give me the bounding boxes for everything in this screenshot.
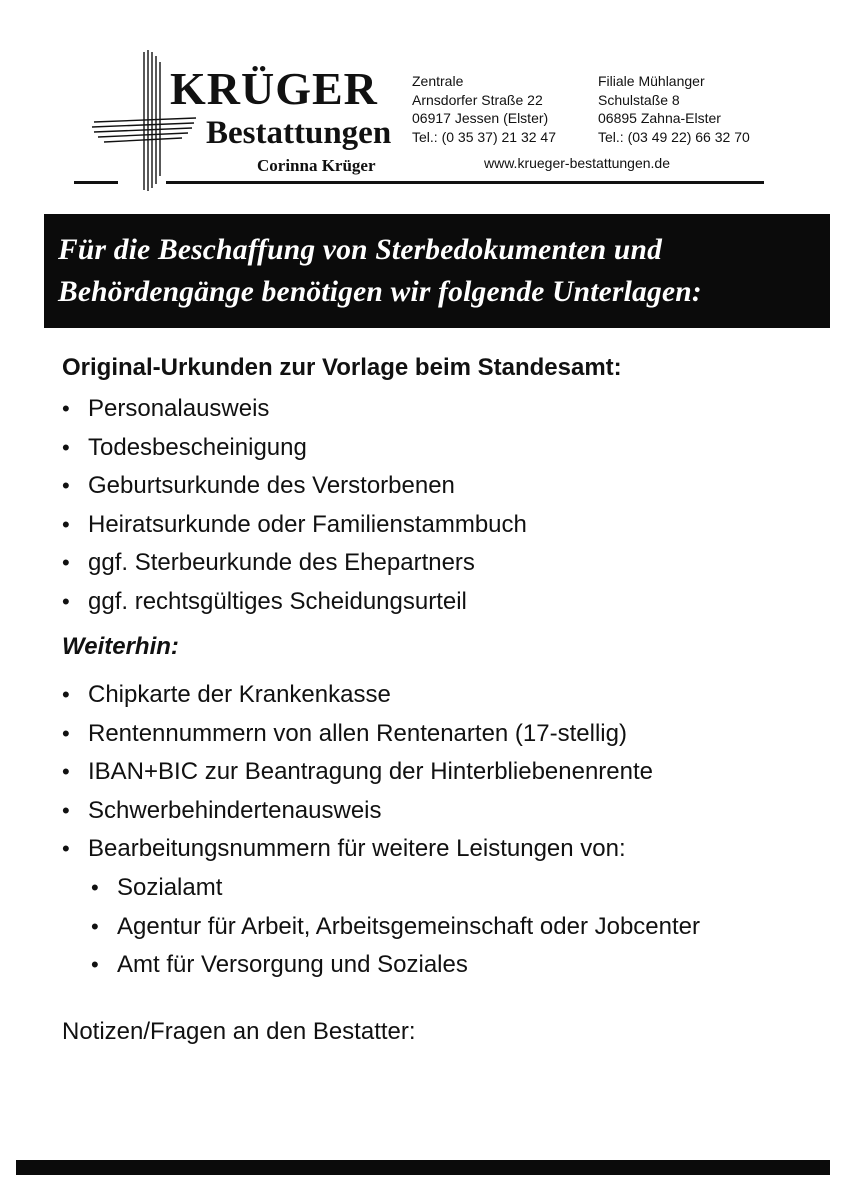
list-item-text: IBAN+BIC zur Beantragung der Hinterbliebenenrente [88,758,654,785]
banner-line: Behördengänge benötigen wir folgende Unterlagen: [58,276,702,308]
notes-label: Notizen/Fragen an den Bestatter: [62,1018,416,1045]
main-office-line: Arnsdorfer Straße 22 [412,91,543,108]
bullet-icon: • [62,434,70,460]
agencies-sublist [91,869,700,985]
banner-line: Für die Beschaffung von Sterbedokumenten und [58,234,663,266]
list-item-text: Agentur für Arbeit, Arbeitsgemeinschaft oder Jobcenter [117,912,700,940]
list-item-text: Schwerbehindertenausweis [88,796,382,824]
list-item [62,429,527,468]
brand-subtitle: Bestattungen [206,115,392,151]
list-item [62,792,653,831]
bullet-icon: • [62,836,70,861]
list-item [62,583,527,622]
main-office-address [412,72,556,146]
list-item [62,390,527,429]
list-item [62,753,654,792]
bullet-icon: • [62,588,70,614]
section-heading-further: Weiterhin: [62,633,179,660]
brand-name: KRÜGER [170,63,378,114]
list-item [62,467,527,506]
list-item [91,946,700,985]
main-office-line: Zentrale [412,73,464,89]
brand-owner: Corinna Krüger [257,156,376,175]
branch-office-line: Filiale Mühlanger [598,73,705,89]
list-item [62,676,653,715]
bullet-icon: • [91,913,99,939]
list-item-text: Chipkarte der Krankenkasse [88,681,391,708]
list-item-text: ggf. Sterbeurkunde des Ehepartners [88,549,475,576]
bullet-icon: • [62,759,70,784]
bullet-icon: • [62,473,70,498]
header-divider-left [74,181,118,184]
footer-bar [16,1160,830,1175]
bullet-icon: • [62,396,70,421]
list-item-text: Amt für Versorgung und Soziales [117,951,468,978]
list-item [62,830,653,869]
list-item-text: Sozialamt [117,874,223,901]
title-banner [44,214,830,328]
bullet-icon: • [91,952,99,977]
header-divider-right [166,181,764,184]
bullet-icon: • [91,875,99,900]
branch-office-line: Tel.: (03 49 22) 66 32 70 [598,128,750,145]
branch-office-address [598,72,750,146]
list-item [62,544,527,583]
list-item-text: ggf. rechtsgültiges Scheidungsurteil [88,587,467,615]
bullet-icon: • [62,550,70,575]
bullet-icon: • [62,682,70,707]
website-link[interactable]: www.krueger-bestattungen.de [484,155,670,171]
main-office-line: 06917 Jessen (Elster) [412,110,549,126]
list-item [91,869,700,908]
further-list [62,676,654,869]
list-item-text: Rentennummern von allen Rentenarten (17-stellig) [88,719,627,747]
main-office-line: Tel.: (0 35 37) 21 32 47 [412,128,556,145]
list-item-text: Geburtsurkunde des Verstorbenen [88,472,455,499]
list-item-text: Heiratsurkunde oder Familienstammbuch [88,510,527,538]
list-item [62,715,653,754]
bullet-icon: • [62,797,70,823]
documents-list [62,390,527,621]
list-item-text: Personalausweis [88,395,270,422]
bullet-icon: • [62,720,70,746]
section-heading-documents: Original-Urkunden zur Vorlage beim Standesamt: [62,354,622,381]
list-item [91,908,700,947]
branch-office-line: Schulstaße 8 [598,91,680,108]
list-item-text: Bearbeitungsnummern für weitere Leistungen von: [88,835,626,862]
list-item [62,506,527,545]
bullet-icon: • [62,511,70,537]
branch-office-line: 06895 Zahna-Elster [598,110,721,126]
list-item-text: Todesbescheinigung [88,433,307,461]
